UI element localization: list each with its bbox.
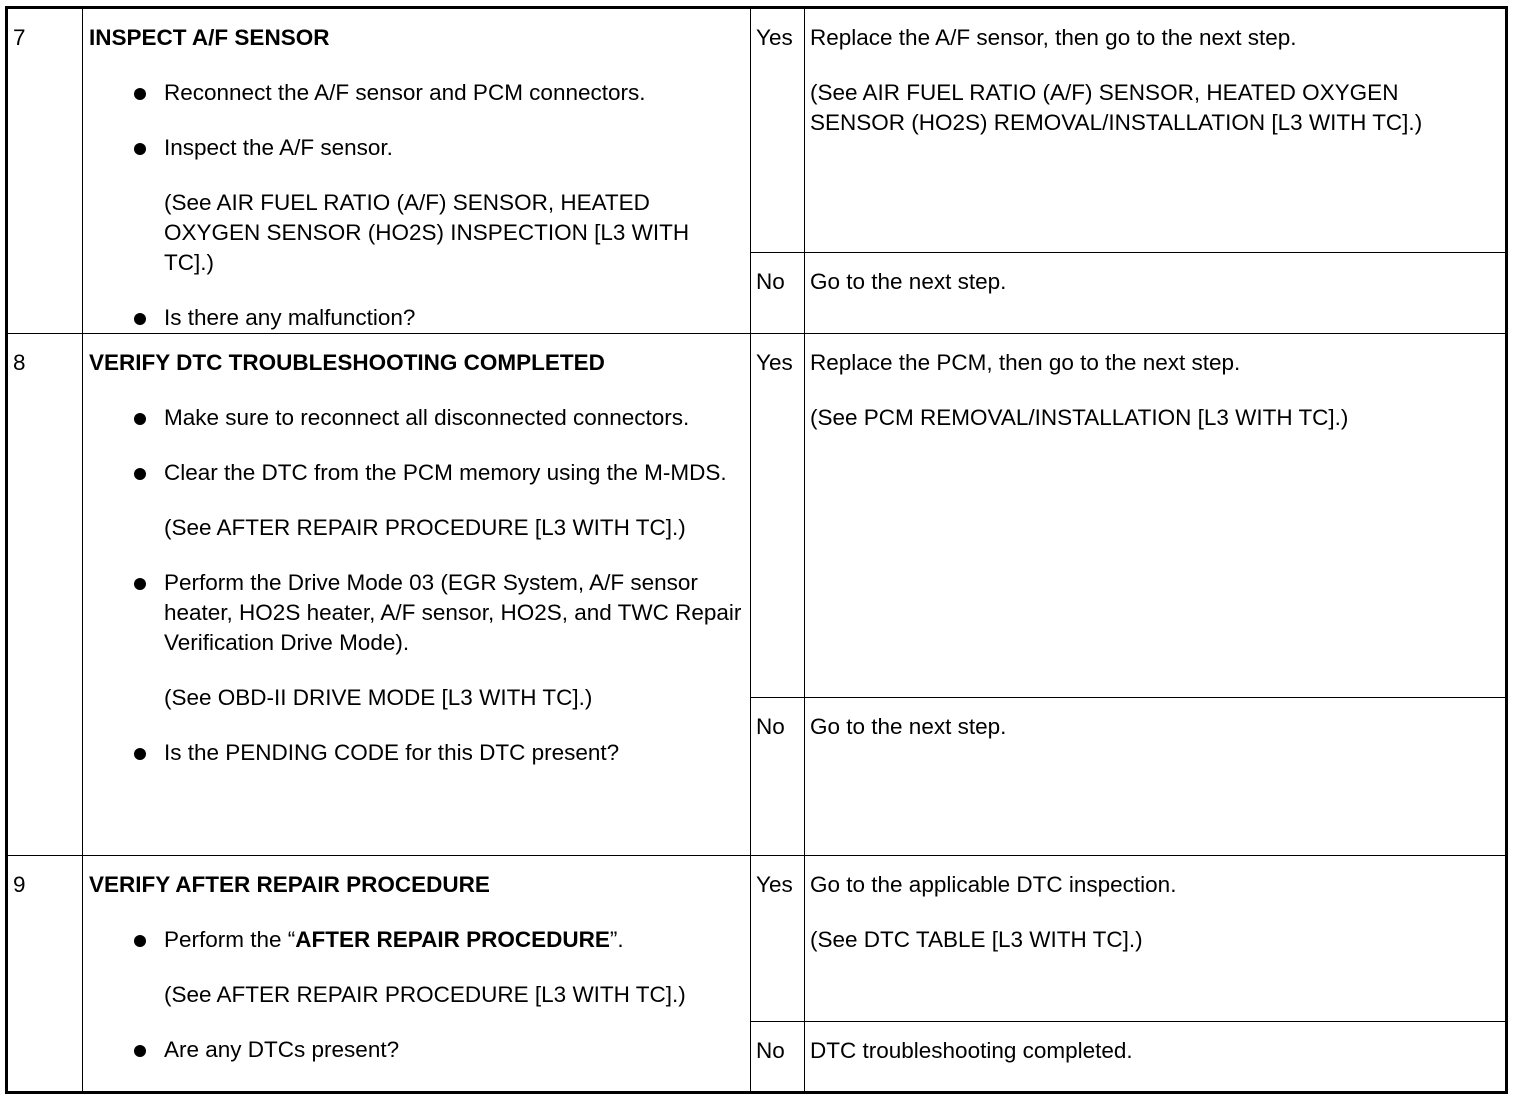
no-result: DTC troubleshooting completed. <box>810 1038 1133 1063</box>
no-result: Go to the next step. <box>810 714 1007 739</box>
step-number: 8 <box>7 334 83 856</box>
yes-result-cell <box>805 334 1507 698</box>
no-result-cell <box>805 1022 1507 1093</box>
no-label: No <box>751 253 805 334</box>
bullet-question: Is there any malfunction? <box>89 303 742 333</box>
bullet-text-post: ”. <box>609 927 624 952</box>
step-9-yes-row <box>7 856 1507 1022</box>
bullet-question: Is the PENDING CODE for this DTC present? <box>89 738 742 768</box>
yes-result: Go to the applicable DTC inspection. <box>810 872 1177 897</box>
step-number: 7 <box>7 8 83 334</box>
reference-note: (See DTC TABLE [L3 WITH TC].) <box>810 927 1143 952</box>
bullet-item: Clear the DTC from the PCM memory using the M-MDS. <box>89 458 742 488</box>
step-number: 9 <box>7 856 83 1093</box>
step-title: VERIFY AFTER REPAIR PROCEDURE <box>89 872 490 897</box>
diagnostic-procedure-table <box>5 6 1508 1094</box>
bullet-item: Make sure to reconnect all disconnected connectors. <box>89 403 742 433</box>
reference-note: (See AIR FUEL RATIO (A/F) SENSOR, HEATED OXYGEN SENSOR (HO2S) INSPECTION [L3 WITH TC].) <box>164 190 690 275</box>
step-action-cell <box>83 856 751 1093</box>
bullet-text-pre: Perform the “ <box>164 927 296 952</box>
no-result-cell <box>805 253 1507 334</box>
bullet-item: Reconnect the A/F sensor and PCM connectors. <box>89 78 742 108</box>
bullet-item: Perform the Drive Mode 03 (EGR System, A/F sensor heater, HO2S heater, A/F sensor, HO2S, and TWC Repair Verification Drive Mode). <box>89 568 742 658</box>
no-label: No <box>751 1022 805 1093</box>
bullet-text-bold: AFTER REPAIR PROCEDURE <box>295 927 610 952</box>
bullet-item <box>89 925 742 955</box>
step-title: INSPECT A/F SENSOR <box>89 25 330 50</box>
reference-note: (See AFTER REPAIR PROCEDURE [L3 WITH TC].) <box>164 982 686 1007</box>
bullet-question: Are any DTCs present? <box>89 1035 742 1065</box>
reference-note: (See PCM REMOVAL/INSTALLATION [L3 WITH TC].) <box>810 405 1349 430</box>
step-8-yes-row <box>7 334 1507 698</box>
no-label: No <box>751 698 805 856</box>
reference-note: (See OBD-II DRIVE MODE [L3 WITH TC].) <box>164 685 593 710</box>
yes-result: Replace the A/F sensor, then go to the next step. <box>810 25 1297 50</box>
yes-label: Yes <box>751 8 805 253</box>
no-result: Go to the next step. <box>810 269 1007 294</box>
step-7-yes-row <box>7 8 1507 253</box>
yes-result: Replace the PCM, then go to the next step. <box>810 350 1241 375</box>
step-action-cell <box>83 334 751 856</box>
step-action-cell <box>83 8 751 334</box>
reference-note: (See AFTER REPAIR PROCEDURE [L3 WITH TC].) <box>164 515 686 540</box>
yes-label: Yes <box>751 334 805 698</box>
no-result-cell <box>805 698 1507 856</box>
yes-label: Yes <box>751 856 805 1022</box>
bullet-item: Inspect the A/F sensor. <box>89 133 742 163</box>
reference-note: (See AIR FUEL RATIO (A/F) SENSOR, HEATED OXYGEN SENSOR (HO2S) REMOVAL/INSTALLATION [L3 WITH TC].) <box>810 80 1423 135</box>
yes-result-cell <box>805 8 1507 253</box>
yes-result-cell <box>805 856 1507 1022</box>
step-title: VERIFY DTC TROUBLESHOOTING COMPLETED <box>89 350 605 375</box>
